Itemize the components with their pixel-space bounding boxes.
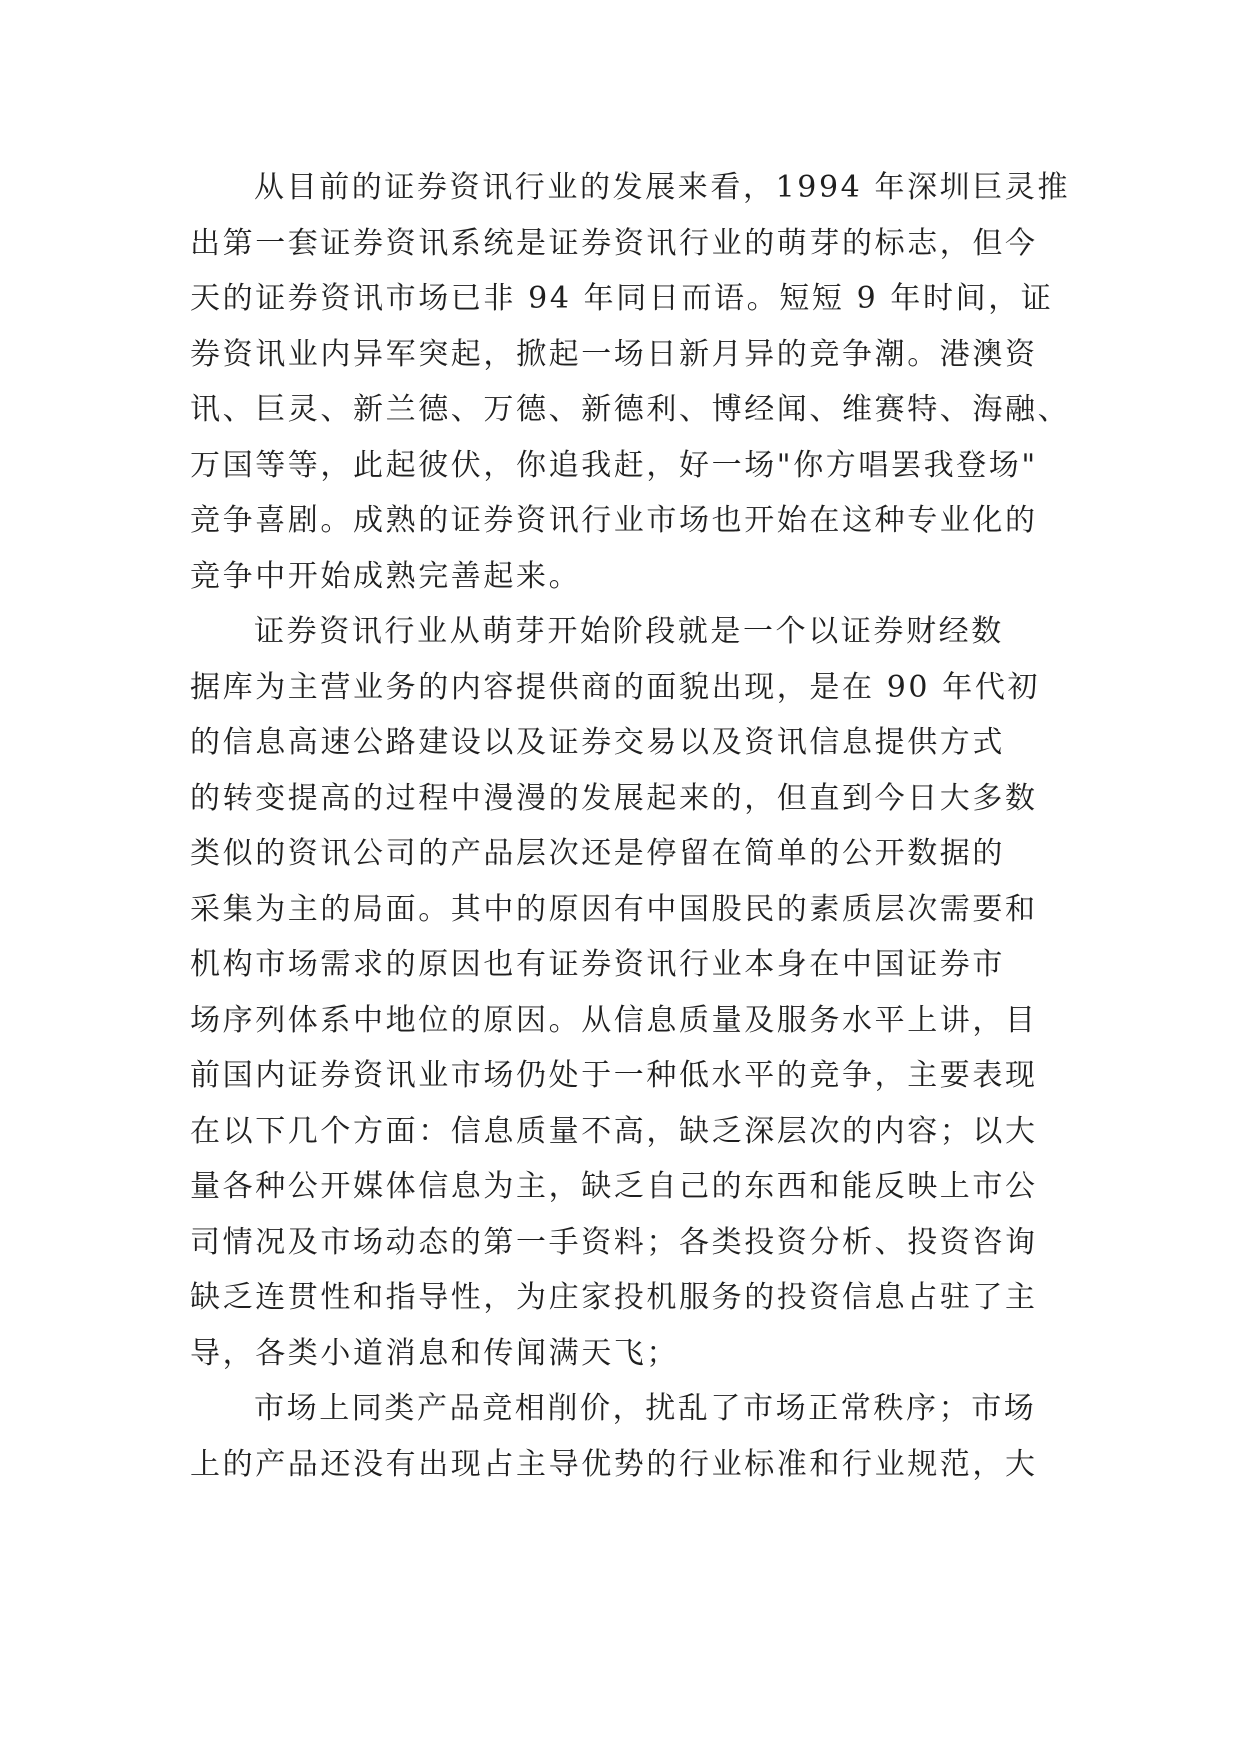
text-line: 的转变提高的过程中漫漫的发展起来的，但直到今日大多数 [190, 780, 1038, 816]
text-line: 竞争中开始成熟完善起来。 [190, 558, 582, 594]
text-line: 导，各类小道消息和传闻满天飞； [190, 1335, 679, 1371]
paragraph-3 [190, 1381, 1050, 1492]
text-line: 场序列体系中地位的原因。从信息质量及服务水平上讲，目 [190, 1002, 1038, 1038]
text-line: 机构市场需求的原因也有证券资讯行业本身在中国证券市 [190, 947, 1005, 982]
text-line: 司情况及市场动态的第一手资料；各类投资分析、投资咨询 [190, 1224, 1038, 1260]
text-line: 据库为主营业务的内容提供商的面貌出现，是在 90 年代初 [190, 669, 1041, 705]
text-line: 证券资讯行业从萌芽开始阶段就是一个以证券财经数 [254, 614, 1004, 649]
text-line: 天的证券资讯市场已非 94 年同日而语。短短 9 年时间，证 [190, 281, 1054, 316]
text-line: 万国等等，此起彼伏，你追我赶，好一场"你方唱罢我登场" [190, 447, 1038, 483]
paragraph-1 [190, 160, 1071, 604]
text-line: 在以下几个方面：信息质量不高，缺乏深层次的内容；以大 [190, 1113, 1038, 1149]
text-line: 缺乏连贯性和指导性，为庄家投机服务的投资信息占驻了主 [190, 1280, 1038, 1315]
text-line: 讯、巨灵、新兰德、万德、新德利、博经闻、维赛特、海融、 [190, 392, 1071, 427]
text-line: 的信息高速公路建设以及证券交易以及资讯信息提供方式 [190, 725, 1005, 760]
text-line: 前国内证券资讯业市场仍处于一种低水平的竞争，主要表现 [190, 1058, 1038, 1093]
text-line: 券资讯业内异军突起，掀起一场日新月异的竞争潮。港澳资 [190, 336, 1038, 372]
text-line: 市场上同类产品竞相削价，扰乱了市场正常秩序；市场 [254, 1391, 1037, 1426]
paragraph-2 [190, 604, 1050, 1381]
text-line: 上的产品还没有出现占主导优势的行业标准和行业规范，大 [190, 1446, 1038, 1482]
text-line: 量各种公开媒体信息为主，缺乏自己的东西和能反映上市公 [190, 1169, 1038, 1204]
document-body [190, 160, 1071, 1492]
text-line: 类似的资讯公司的产品层次还是停留在简单的公开数据的 [190, 836, 1005, 871]
text-line: 竞争喜剧。成熟的证券资讯行业市场也开始在这种专业化的 [190, 503, 1038, 538]
text-line: 采集为主的局面。其中的原因有中国股民的素质层次需要和 [190, 891, 1038, 927]
text-line: 从目前的证券资讯行业的发展来看，1994 年深圳巨灵推 [254, 170, 1071, 205]
text-line: 出第一套证券资讯系统是证券资讯行业的萌芽的标志，但今 [190, 225, 1038, 261]
